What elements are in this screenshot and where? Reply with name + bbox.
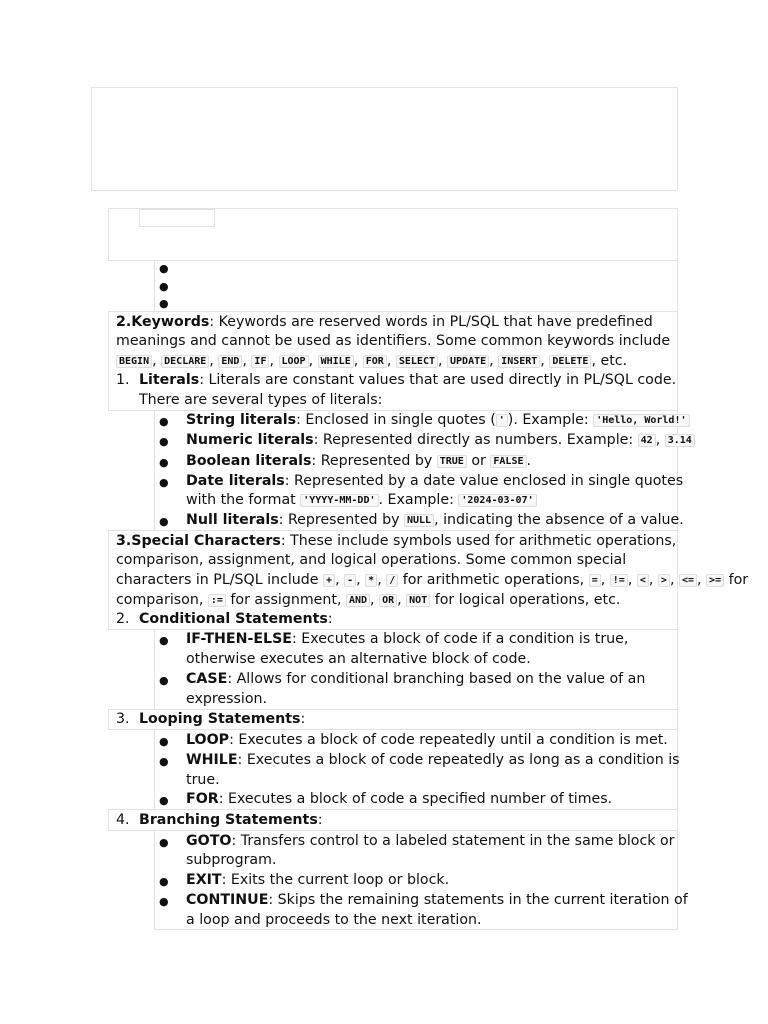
keywords-line-1: 2.Keywords: Keywords are reserved words in PL/SQL that have predefined (116, 314, 653, 330)
header-placeholder-box (91, 87, 678, 191)
inner-placeholder-box (139, 209, 215, 227)
goto-item: GOTO: Transfers control to a labeled statement in the same block or (186, 833, 675, 849)
conditional-heading: Conditional Statements: (139, 611, 333, 627)
branching-heading: Branching Statements: (139, 812, 323, 828)
list-number: 1. (116, 372, 130, 388)
bullet: ● (159, 794, 169, 807)
bullet: ● (159, 435, 169, 448)
numeric-literals-item: Numeric literals: Represented directly as numbers. Example: 42 , 3.14 (186, 431, 695, 451)
keywords-title: 2.Keywords (116, 314, 210, 330)
continue-item-line-2: a loop and proceeds to the next iteration. (186, 912, 482, 928)
string-literals-item: String literals: Enclosed in single quotes ( ' ). Example: 'Hello, World!' (186, 411, 690, 431)
case-item-line-2: expression. (186, 691, 268, 707)
while-item: WHILE: Executes a block of code repeatedly as long as a condition is (186, 752, 680, 768)
special-line-3: characters in PL/SQL include + , - , * , / for arithmetic operations, = , != , < , > , <= , >= for (116, 572, 749, 588)
list-number: 4. (116, 812, 130, 828)
literals-line-2: There are several types of literals: (139, 392, 383, 408)
bullet: ● (159, 476, 169, 489)
exit-item: EXIT: Exits the current loop or block. (186, 872, 450, 888)
keyword-code: WHILE (318, 355, 354, 368)
goto-item-line-2: subprogram. (186, 852, 277, 868)
keyword-code: FOR (363, 355, 387, 368)
list-number: 2. (116, 611, 130, 627)
for-item: FOR: Executes a block of code a specified number of times. (186, 791, 613, 807)
empty-bullet: ● (159, 280, 169, 293)
literals-title: Literals (139, 372, 200, 388)
keyword-code: DELETE (549, 355, 591, 368)
date-literals-item: Date literals: Represented by a date value enclosed in single quotes (186, 473, 684, 489)
keyword-code: IF (251, 355, 269, 368)
keywords-line-2: meanings and cannot be used as identifiers. Some common keywords include (116, 333, 671, 349)
keyword-code: END (218, 355, 242, 368)
keyword-code: SELECT (396, 355, 438, 368)
bullet: ● (159, 515, 169, 528)
looping-heading: Looping Statements: (139, 711, 306, 727)
keyword-code: INSERT (498, 355, 540, 368)
keywords-line-3: BEGIN , DECLARE , END , IF , LOOP , WHILE , FOR , SELECT , UPDATE , INSERT , DELETE , etc. (116, 352, 627, 372)
if-then-else-item: IF-THEN-ELSE: Executes a block of code if a condition is true, (186, 631, 629, 647)
bullet: ● (159, 755, 169, 768)
empty-list-box (154, 260, 678, 312)
bullet: ● (159, 674, 169, 687)
empty-bullet: ● (159, 297, 169, 310)
empty-bullet: ● (159, 262, 169, 275)
bullet: ● (159, 875, 169, 888)
continue-item: CONTINUE: Skips the remaining statements in the current iteration of (186, 892, 688, 908)
boolean-literals-item: Boolean literals: Represented by TRUE or FALSE . (186, 453, 532, 469)
string-example-code: 'Hello, World!' (593, 414, 689, 427)
keyword-code: UPDATE (447, 355, 489, 368)
date-literals-item-line-2: with the format 'YYYY-MM-DD' . Example: '2024-03-07' (186, 491, 537, 511)
loop-item: LOOP: Executes a block of code repeatedly until a condition is met. (186, 732, 668, 748)
null-literals-item: Null literals: Represented by NULL , indicating the absence of a value. (186, 512, 684, 528)
special-title: 3.Special Characters (116, 533, 281, 549)
bullet: ● (159, 735, 169, 748)
if-then-else-item-line-2: otherwise executes an alternative block of code. (186, 651, 531, 667)
bullet: ● (159, 836, 169, 849)
special-line-4: comparison, := for assignment, AND , OR , NOT for logical operations, etc. (116, 592, 621, 608)
keyword-code: LOOP (279, 355, 309, 368)
list-number: 3. (116, 711, 130, 727)
special-line-1: 3.Special Characters: These include symbols used for arithmetic operations, (116, 533, 677, 549)
while-item-line-2: true. (186, 772, 220, 788)
bullet: ● (159, 634, 169, 647)
keyword-code: BEGIN (116, 355, 152, 368)
bullet: ● (159, 895, 169, 908)
bullet: ● (159, 456, 169, 469)
case-item: CASE: Allows for conditional branching based on the value of an (186, 671, 646, 687)
literals-line-1: Literals: Literals are constant values that are used directly in PL/SQL code. (139, 372, 677, 388)
bullet: ● (159, 415, 169, 428)
special-line-2: comparison, assignment, and logical operations. Some common special (116, 552, 627, 568)
keyword-code: DECLARE (161, 355, 209, 368)
